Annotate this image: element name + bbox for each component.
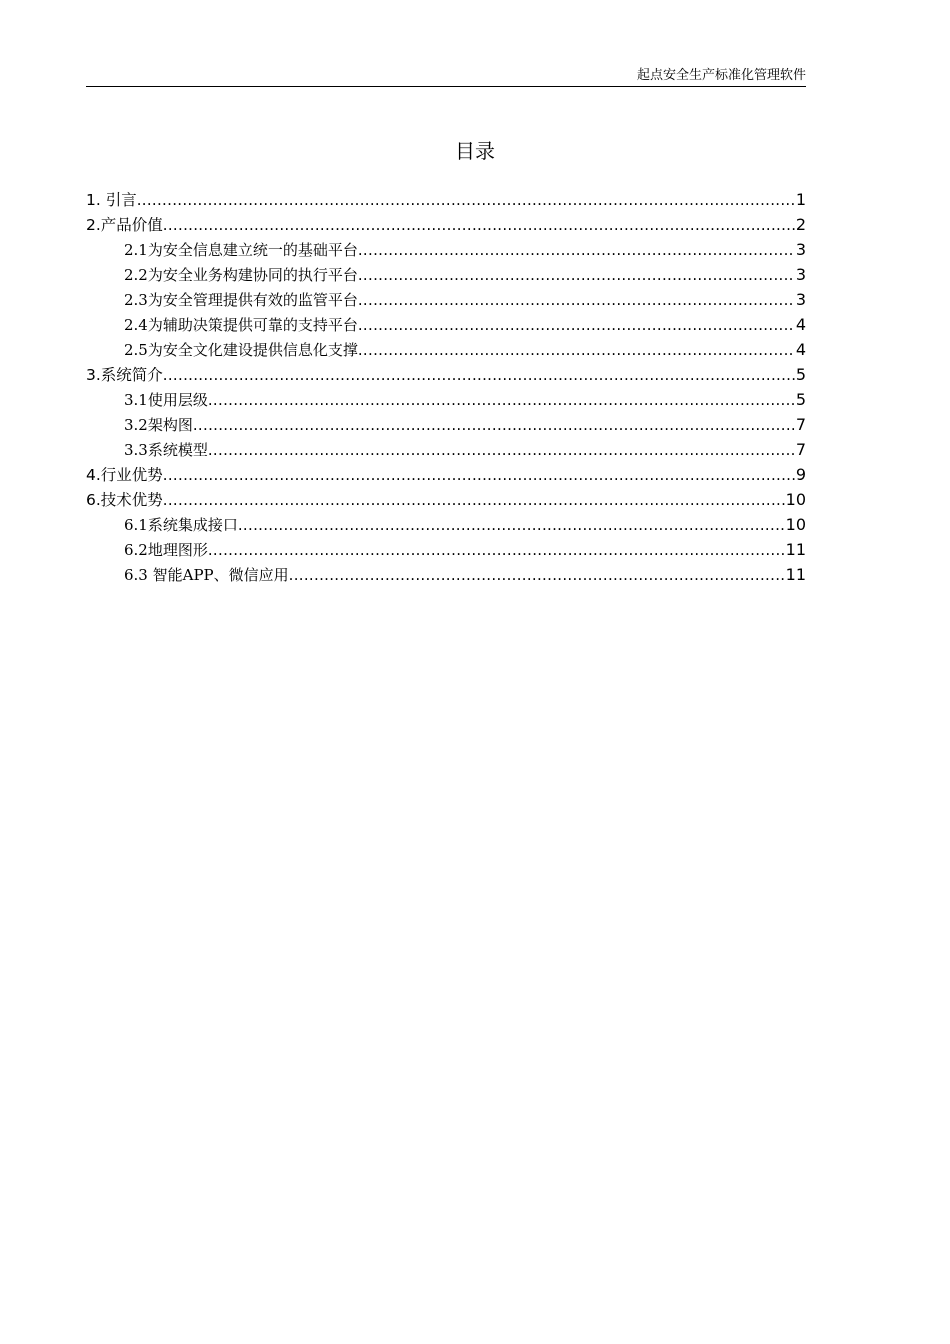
toc-entry[interactable] xyxy=(86,337,806,362)
toc-entry[interactable] xyxy=(86,287,806,312)
toc-entry[interactable] xyxy=(86,387,806,412)
toc-dot-leader xyxy=(163,213,795,237)
toc-entry-page: 3 xyxy=(795,240,806,259)
toc-entry-label: 2.2为安全业务构建协同的执行平台 xyxy=(124,266,358,284)
toc-entry[interactable] xyxy=(86,212,806,237)
toc-entry-label: 4.行业优势 xyxy=(86,466,163,484)
toc-entry-label: 3.系统简介 xyxy=(86,366,163,384)
toc-entry-page: 11 xyxy=(785,565,806,584)
toc-entry-page: 4 xyxy=(795,340,806,359)
toc-dot-leader xyxy=(289,563,785,587)
toc-entry-label: 6.技术优势 xyxy=(86,491,163,509)
toc-dot-leader xyxy=(358,238,795,262)
header-title: 起点安全生产标准化管理软件 xyxy=(636,68,806,83)
toc-entry-label: 1. 引言 xyxy=(86,191,137,209)
toc-dot-leader xyxy=(163,463,795,487)
toc-dot-leader xyxy=(163,363,795,387)
toc-entry[interactable] xyxy=(86,237,806,262)
toc-entry-page: 7 xyxy=(795,415,806,434)
toc-entry-label: 6.3 智能APP、微信应用 xyxy=(124,566,289,584)
toc-entry[interactable] xyxy=(86,537,806,562)
toc-entry-label: 3.3系统模型 xyxy=(124,441,208,459)
toc-entry-page: 9 xyxy=(795,465,806,484)
toc-dot-leader xyxy=(208,538,785,562)
toc-dot-leader xyxy=(163,488,785,512)
page-header xyxy=(86,64,806,87)
toc-entry[interactable] xyxy=(86,362,806,387)
toc-entry[interactable] xyxy=(86,312,806,337)
toc-entry-page: 3 xyxy=(795,265,806,284)
toc-entry[interactable] xyxy=(86,437,806,462)
toc-entry-page: 5 xyxy=(795,365,806,384)
toc-entry-page: 1 xyxy=(795,190,806,209)
toc-entry-label: 2.3为安全管理提供有效的监管平台 xyxy=(124,291,358,309)
toc-entry[interactable] xyxy=(86,562,806,587)
toc-entry-page: 10 xyxy=(785,515,806,534)
toc-dot-leader xyxy=(358,338,795,362)
toc-entry-page: 4 xyxy=(795,315,806,334)
toc-entry[interactable] xyxy=(86,512,806,537)
toc-entry-label: 2.4为辅助决策提供可靠的支持平台 xyxy=(124,316,358,334)
toc-dot-leader xyxy=(208,438,795,462)
toc-list xyxy=(86,187,806,587)
toc-entry-label: 6.2地理图形 xyxy=(124,541,208,559)
toc-entry-label: 3.1使用层级 xyxy=(124,391,208,409)
toc-entry-page: 10 xyxy=(785,490,806,509)
toc-entry[interactable] xyxy=(86,462,806,487)
toc-entry-page: 3 xyxy=(795,290,806,309)
toc-entry[interactable] xyxy=(86,187,806,212)
toc-entry-label: 2.1为安全信息建立统一的基础平台 xyxy=(124,241,358,259)
toc-entry-label: 2.5为安全文化建设提供信息化支撑 xyxy=(124,341,358,359)
toc-dot-leader xyxy=(358,288,795,312)
toc-title: 目录 xyxy=(455,139,495,163)
toc-entry[interactable] xyxy=(86,412,806,437)
toc-entry-label: 3.2架构图 xyxy=(124,416,193,434)
toc-dot-leader xyxy=(358,313,795,337)
toc-dot-leader xyxy=(358,263,795,287)
toc-entry[interactable] xyxy=(86,487,806,512)
toc-entry[interactable] xyxy=(86,262,806,287)
toc-entry-page: 7 xyxy=(795,440,806,459)
toc-entry-label: 6.1系统集成接口 xyxy=(124,516,238,534)
toc-dot-leader xyxy=(208,388,795,412)
toc-dot-leader xyxy=(193,413,795,437)
toc-entry-page: 2 xyxy=(795,215,806,234)
toc-dot-leader xyxy=(137,188,795,212)
toc-dot-leader xyxy=(238,513,785,537)
toc-entry-label: 2.产品价值 xyxy=(86,216,163,234)
toc-entry-page: 5 xyxy=(795,390,806,409)
toc-entry-page: 11 xyxy=(785,540,806,559)
